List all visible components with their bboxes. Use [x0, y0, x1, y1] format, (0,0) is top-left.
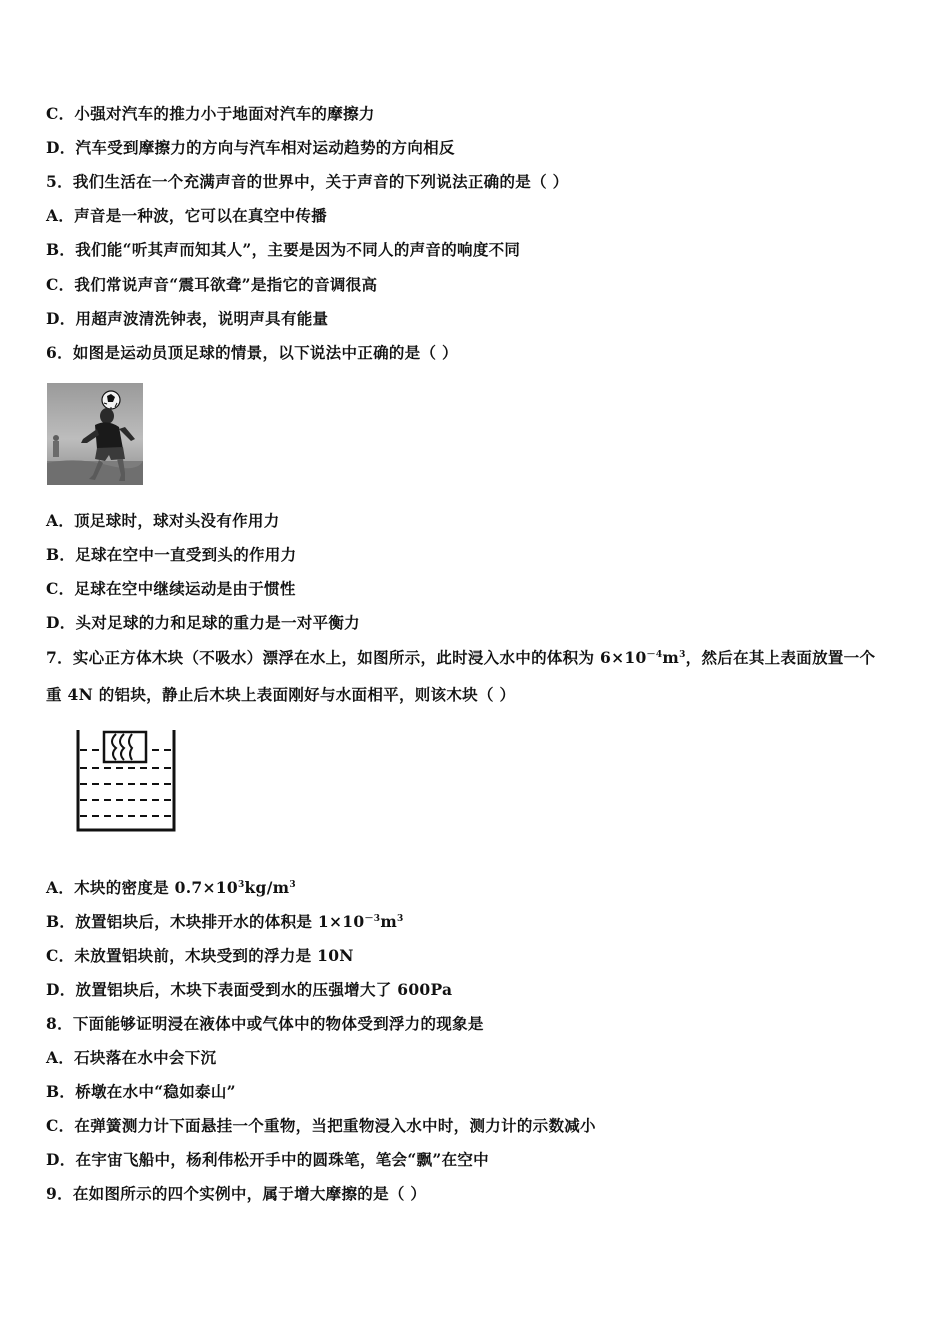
q7-a-unit: kg/m	[244, 878, 290, 897]
q6-option-b: B．足球在空中一直受到头的作用力	[46, 545, 297, 564]
q7-option-c: C．未放置铝块前，木块受到的浮力是 10N	[46, 946, 354, 965]
soccer-header-image	[47, 383, 143, 485]
q8-option-a: A．石块落在水中会下沉	[46, 1048, 217, 1067]
q5-option-d: D．用超声波清洗钟表，说明声具有能量	[46, 309, 329, 328]
q4-option-d: D．汽车受到摩擦力的方向与汽车相对运动趋势的方向相反	[46, 138, 455, 157]
soccer-header-figure	[47, 383, 143, 485]
q6-option-d: D．头对足球的力和足球的重力是一对平衡力	[46, 613, 360, 632]
q8-stem: 8．下面能够证明浸在液体中或气体中的物体受到浮力的现象是	[46, 1014, 484, 1033]
q5-option-b: B．我们能“听其声而知其人”，主要是因为不同人的声音的响度不同	[46, 240, 521, 259]
q7-stem-unit-exponent: 3	[679, 649, 686, 660]
q7-b-unit-exponent: 3	[397, 913, 404, 924]
q7-b-exponent: －3	[364, 913, 381, 924]
q7-option-d: D．放置铝块后，木块下表面受到水的压强增大了 600Pa	[46, 980, 453, 999]
q7-stem-post: ，然后在其上表面放置一个	[685, 648, 876, 667]
q8-option-c: C．在弹簧测力计下面悬挂一个重物，当把重物浸入水中时，测力计的示数减小	[46, 1116, 596, 1135]
q7-a-exponent: 3	[237, 879, 245, 890]
q7-a-unit-exponent: 3	[289, 879, 296, 890]
q8-option-d: D．在宇宙飞船中，杨利伟松开手中的圆珠笔，笔会“飘”在空中	[46, 1150, 489, 1169]
q7-stem-exponent: －4	[646, 649, 663, 660]
floating-block-figure	[70, 722, 182, 838]
q8-option-b: B．桥墩在水中“稳如泰山”	[46, 1082, 236, 1101]
q7-stem-line1	[46, 646, 875, 668]
q6-stem: 6．如图是运动员顶足球的情景，以下说法中正确的是（ ）	[46, 343, 458, 362]
q5-option-c: C．我们常说声音“震耳欲聋”是指它的音调很高	[46, 275, 378, 294]
q7-stem-pre: 7．实心正方体木块（不吸水）漂浮在水上，如图所示，此时浸入水中的体积为 6×10	[46, 648, 647, 667]
floating-block-image	[70, 722, 182, 838]
q6-option-c: C．足球在空中继续运动是由于惯性	[46, 579, 296, 598]
q7-option-a	[46, 876, 296, 898]
q7-b-unit: m	[380, 912, 398, 931]
q7-stem-line2: 重 4N 的铝块，静止后木块上表面刚好与水面相平，则该木块（ ）	[46, 685, 516, 704]
q5-stem: 5．我们生活在一个充满声音的世界中，关于声音的下列说法正确的是（ ）	[46, 172, 569, 191]
q7-stem-unit: m	[662, 648, 680, 667]
q7-option-b	[46, 910, 404, 932]
q9-stem: 9．在如图所示的四个实例中，属于增大摩擦的是（ ）	[46, 1184, 427, 1203]
q7-b-pre: B．放置铝块后，木块排开水的体积是 1×10	[46, 912, 365, 931]
q6-option-a: A．顶足球时，球对头没有作用力	[46, 511, 280, 530]
q5-option-a: A．声音是一种波，它可以在真空中传播	[46, 206, 327, 225]
q7-a-pre: A．木块的密度是 0.7×10	[46, 878, 238, 897]
q4-option-c: C．小强对汽车的推力小于地面对汽车的摩擦力	[46, 104, 375, 123]
